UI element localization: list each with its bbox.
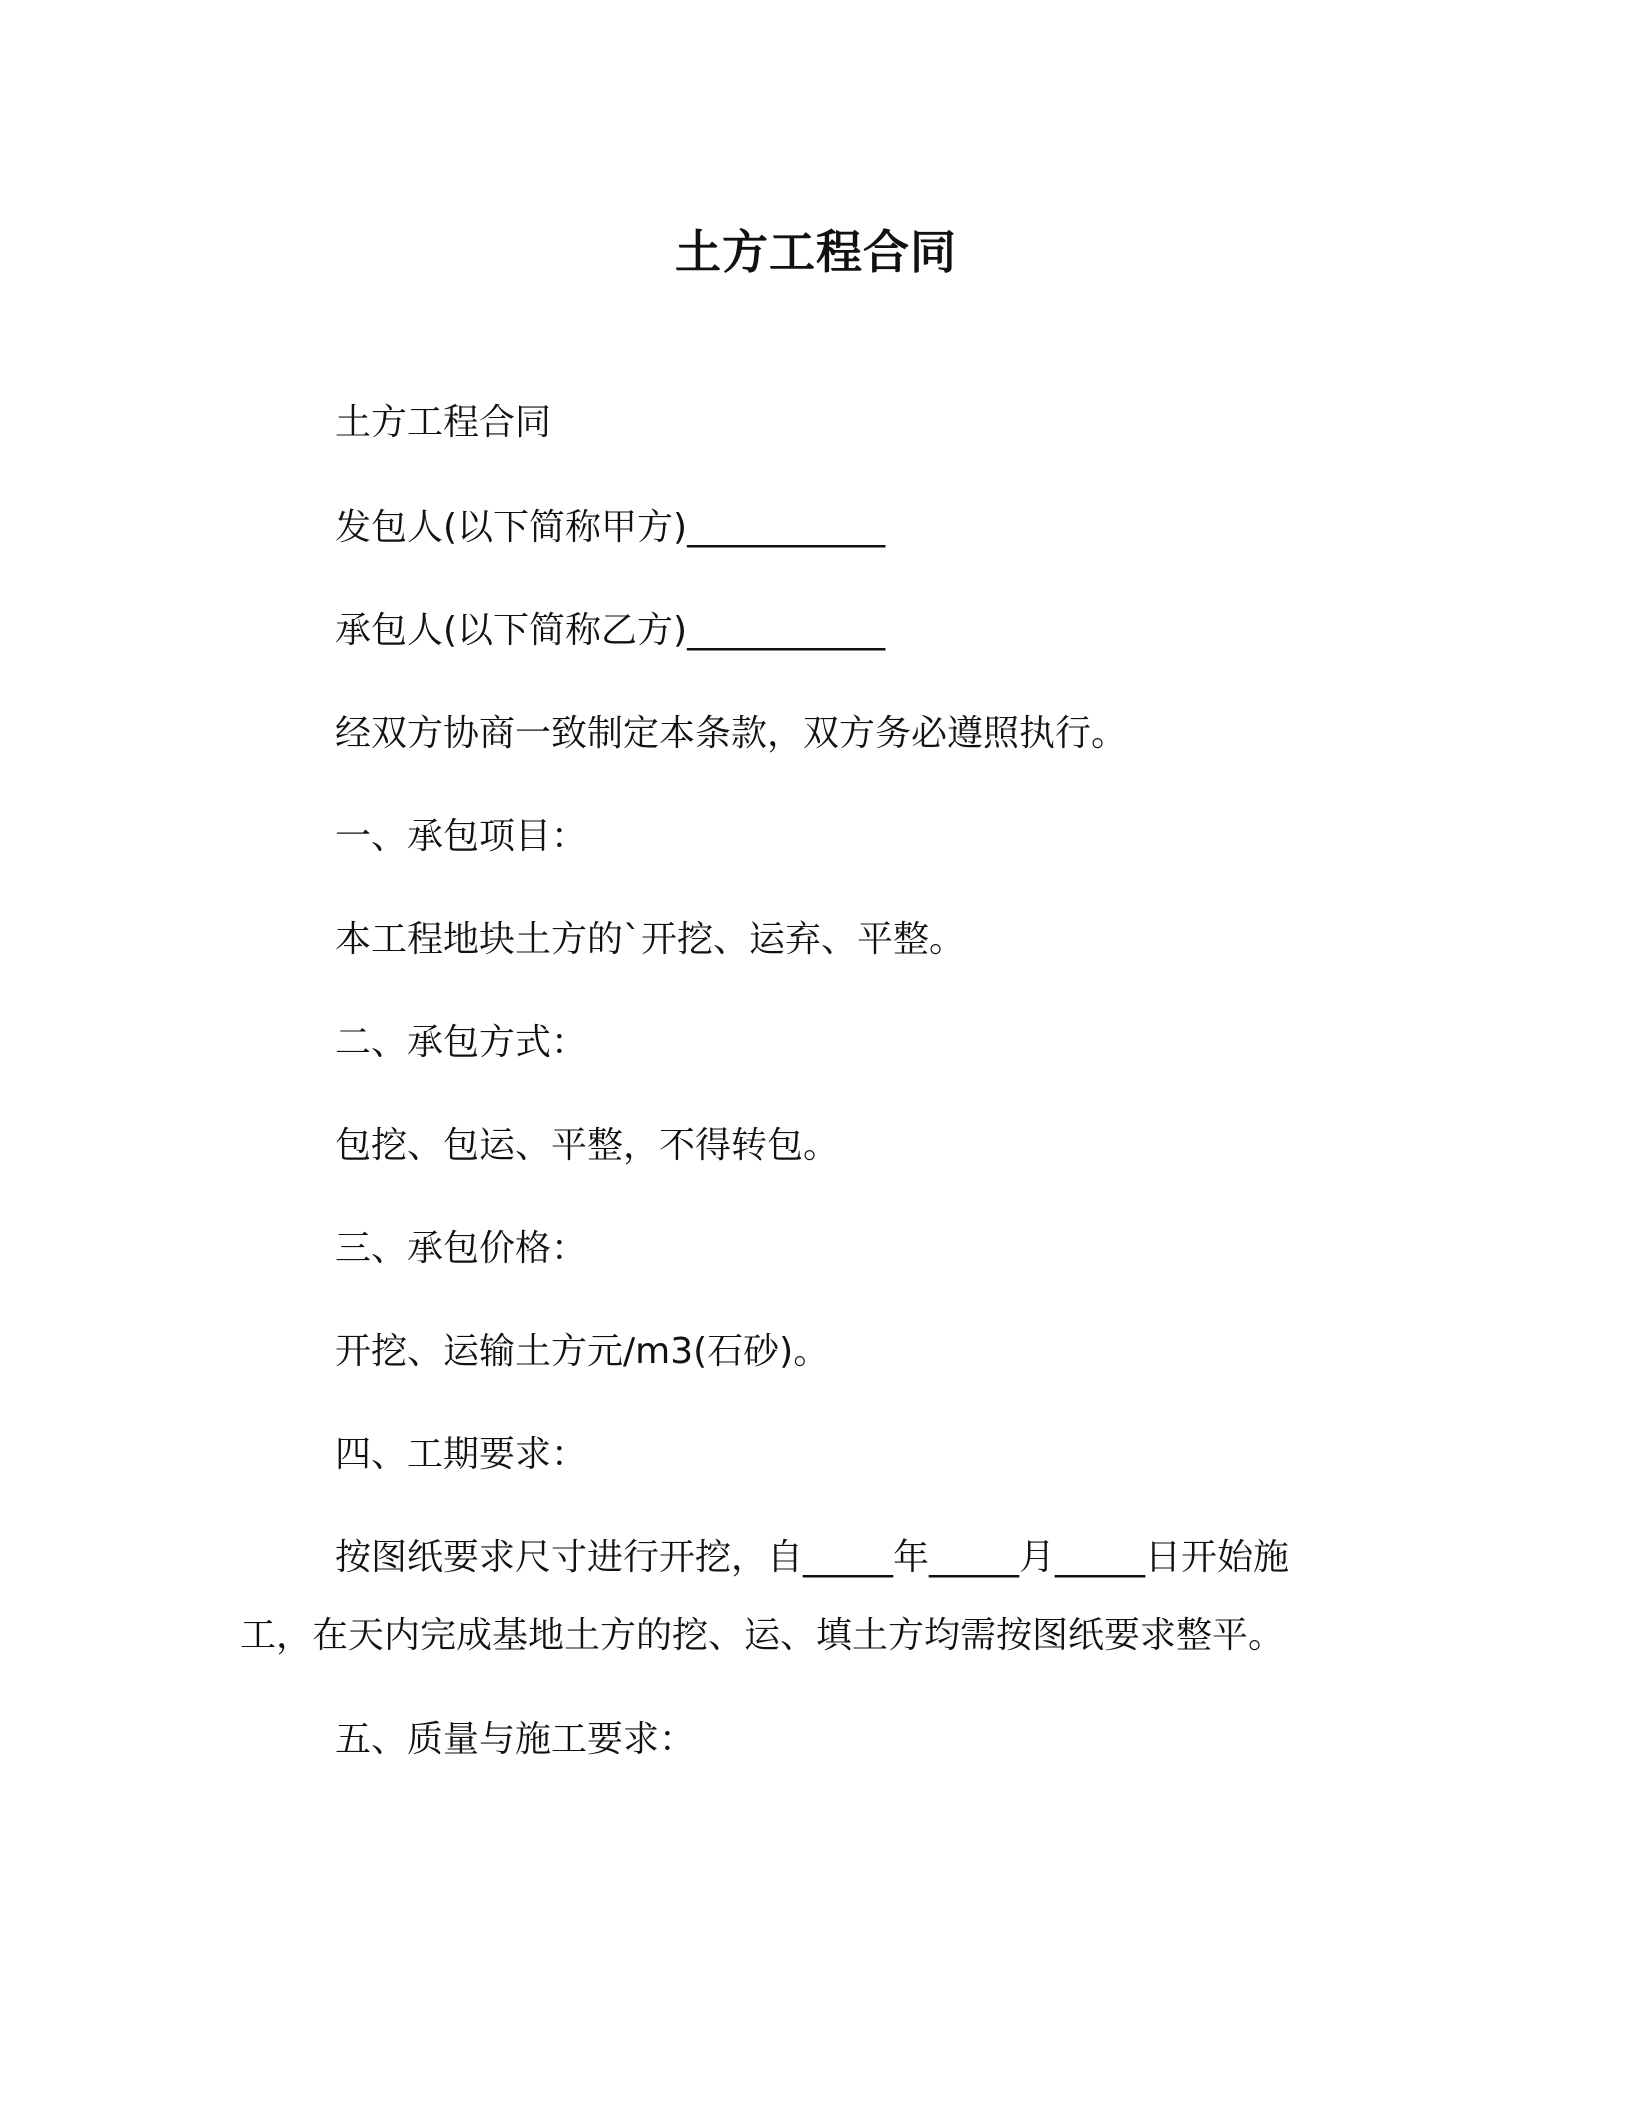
agreement-statement: 经双方协商一致制定本条款，双方务必遵照执行。 xyxy=(335,713,1128,754)
section-1-body: 本工程地块土方的`开挖、运弃、平整。 xyxy=(335,919,966,960)
section-3-body: 开挖、运输土方元/m3(石砂)。 xyxy=(335,1331,830,1372)
section-5-heading: 五、质量与施工要求： xyxy=(335,1719,696,1760)
employer-line: 发包人(以下简称甲方)___________ xyxy=(335,507,886,548)
contract-heading: 土方工程合同 xyxy=(335,402,552,443)
section-4-body: 按图纸要求尺寸进行开挖，自_____年_____月_____日开始施工，在天内完成基地土方的挖、运、填土方均需按图纸要求整平。 xyxy=(240,1537,1290,1656)
section-3-heading: 三、承包价格： xyxy=(335,1228,588,1269)
section-2-body: 包挖、包运、平整，不得转包。 xyxy=(335,1125,840,1166)
contractor-line: 承包人(以下简称乙方)___________ xyxy=(335,610,886,651)
section-4-heading: 四、工期要求： xyxy=(335,1434,588,1475)
document-title: 土方工程合同 xyxy=(675,225,957,279)
section-1-heading: 一、承包项目： xyxy=(335,816,588,857)
section-2-heading: 二、承包方式： xyxy=(335,1022,588,1063)
